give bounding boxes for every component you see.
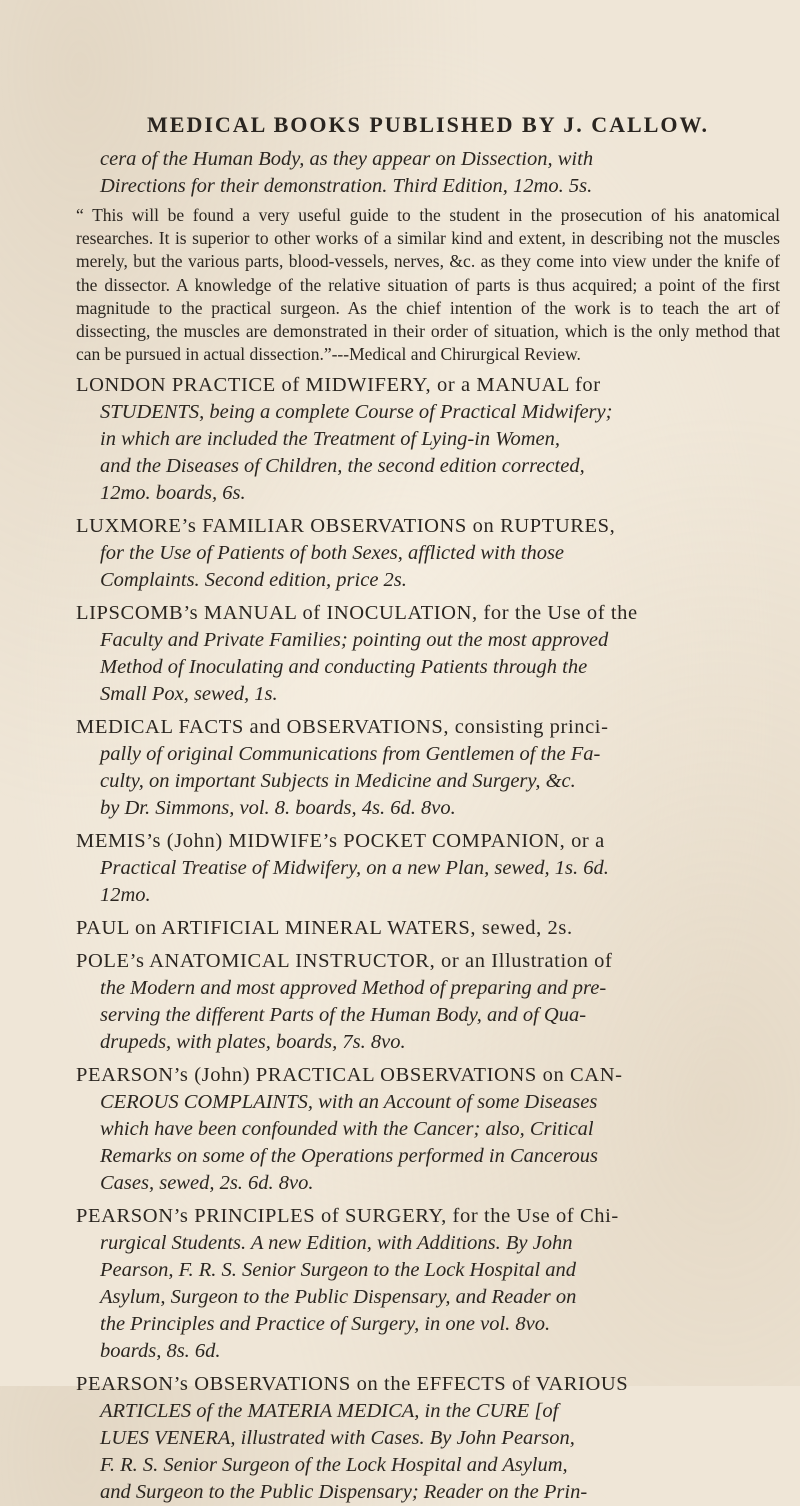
entry-line: the Modern and most approved Method of preparing and pre- xyxy=(100,977,607,1000)
entry-line: boards, 8s. 6d. xyxy=(100,1340,221,1363)
entry-title: PEARSON’s PRINCIPLES of SURGERY, for the Use of Chi- xyxy=(76,1205,619,1228)
entry-line: drupeds, with plates, boards, 7s. 8vo. xyxy=(100,1031,406,1054)
catalogue-entry xyxy=(76,513,780,594)
entry-line: STUDENTS, being a complete Course of Practical Midwifery; xyxy=(100,401,613,424)
entry-line: and Surgeon to the Public Dispensary; Reader on the Prin- xyxy=(100,1481,588,1504)
catalogue-entry xyxy=(76,915,780,942)
entry-title: LONDON PRACTICE of MIDWIFERY, or a MANUAL for xyxy=(76,374,601,397)
catalogue-entry xyxy=(76,1371,780,1506)
entry-line: and the Diseases of Children, the second edition corrected, xyxy=(100,455,585,478)
catalogue-entry xyxy=(76,714,780,822)
entry-title: MEMIS’s (John) MIDWIFE’s POCKET COMPANION, or a xyxy=(76,830,605,853)
entry-line: Cases, sewed, 2s. 6d. 8vo. xyxy=(100,1172,314,1195)
entry-line: Practical Treatise of Midwifery, on a new Plan, sewed, 1s. 6d. xyxy=(100,857,609,880)
entry-title: LIPSCOMB’s MANUAL of INOCULATION, for the Use of the xyxy=(76,602,638,625)
entry-line: ARTICLES of the MATERIA MEDICA, in the CURE [of xyxy=(100,1400,559,1423)
catalogue-entries xyxy=(76,372,780,1506)
entry-title: MEDICAL FACTS and OBSERVATIONS, consisting princi- xyxy=(76,716,609,739)
entry-title: LUXMORE’s FAMILIAR OBSERVATIONS on RUPTURES, xyxy=(76,515,616,538)
opening-line-1: cera of the Human Body, as they appear on Dissection, with xyxy=(100,148,594,170)
review-quote: “ This will be found a very useful guide to the student in the prosecution of his anatomical researches. It is superior to other works of a similar kind and extent, in describing not the muscles merely, but the various parts, blood-vessels, nerves, &c. as they come into view under the knife of the dissector. A knowledge of the relative situation of parts is thus acquired; a point of the first magnitude to the practical surgeon. As the chief intention of the work is to teach the art of dissecting, the muscles are demonstrated in their order of situation, which is the only method that can be pursued in actual dissection.”---Medical and Chirurgical Review. xyxy=(76,205,780,365)
entry-line: Complaints. Second edition, price 2s. xyxy=(100,569,407,592)
entry-line: 12mo. boards, 6s. xyxy=(100,482,246,505)
entry-line: rurgical Students. A new Edition, with Additions. By John xyxy=(100,1232,573,1255)
entry-line: Faculty and Private Families; pointing out the most approved xyxy=(100,629,609,652)
catalogue-entry xyxy=(76,372,780,507)
entry-line: LUES VENERA, illustrated with Cases. By John Pearson, xyxy=(100,1427,575,1450)
entry-line: CEROUS COMPLAINTS, with an Account of some Diseases xyxy=(100,1091,598,1114)
entry-title: PEARSON’s OBSERVATIONS on the EFFECTS of VARIOUS xyxy=(76,1373,629,1396)
entry-line: for the Use of Patients of both Sexes, afflicted with those xyxy=(100,542,565,565)
entry-line: which have been confounded with the Cancer; also, Critical xyxy=(100,1118,594,1141)
entry-line: 12mo. xyxy=(100,884,151,907)
entry-title: PAUL on ARTIFICIAL MINERAL WATERS, sewed, 2s. xyxy=(76,917,573,940)
entry-line: Asylum, Surgeon to the Public Dispensary, and Reader on xyxy=(100,1286,577,1309)
running-head: MEDICAL BOOKS PUBLISHED BY J. CALLOW. xyxy=(147,112,709,137)
entry-line: the Principles and Practice of Surgery, in one vol. 8vo. xyxy=(100,1313,551,1336)
entry-line: F. R. S. Senior Surgeon of the Lock Hospital and Asylum, xyxy=(100,1454,568,1477)
catalogue-entry xyxy=(76,600,780,708)
entry-title: POLE’s ANATOMICAL INSTRUCTOR, or an Illustration of xyxy=(76,950,613,973)
catalogue-entry xyxy=(76,828,780,909)
opening-line-2: Directions for their demonstration. Third Edition, 12mo. 5s. xyxy=(100,175,593,197)
entry-line: Method of Inoculating and conducting Patients through the xyxy=(100,656,588,679)
entry-line: pally of original Communications from Gentlemen of the Fa- xyxy=(100,743,601,766)
catalogue-entry xyxy=(76,948,780,1056)
entry-line: in which are included the Treatment of Lying-in Women, xyxy=(100,428,561,451)
catalogue-entry xyxy=(76,1203,780,1365)
entry-title: PEARSON’s (John) PRACTICAL OBSERVATIONS on CAN- xyxy=(76,1064,623,1087)
entry-line: Pearson, F. R. S. Senior Surgeon to the Lock Hospital and xyxy=(100,1259,577,1282)
entry-line: Small Pox, sewed, 1s. xyxy=(100,683,278,706)
entry-line: culty, on important Subjects in Medicine and Surgery, &c. xyxy=(100,770,576,793)
opening-entry xyxy=(76,146,780,366)
entry-line: by Dr. Simmons, vol. 8. boards, 4s. 6d. 8vo. xyxy=(100,797,456,820)
entry-line: serving the different Parts of the Human Body, and of Qua- xyxy=(100,1004,587,1027)
entry-line: Remarks on some of the Operations performed in Cancerous xyxy=(100,1145,599,1168)
catalogue-entry xyxy=(76,1062,780,1197)
